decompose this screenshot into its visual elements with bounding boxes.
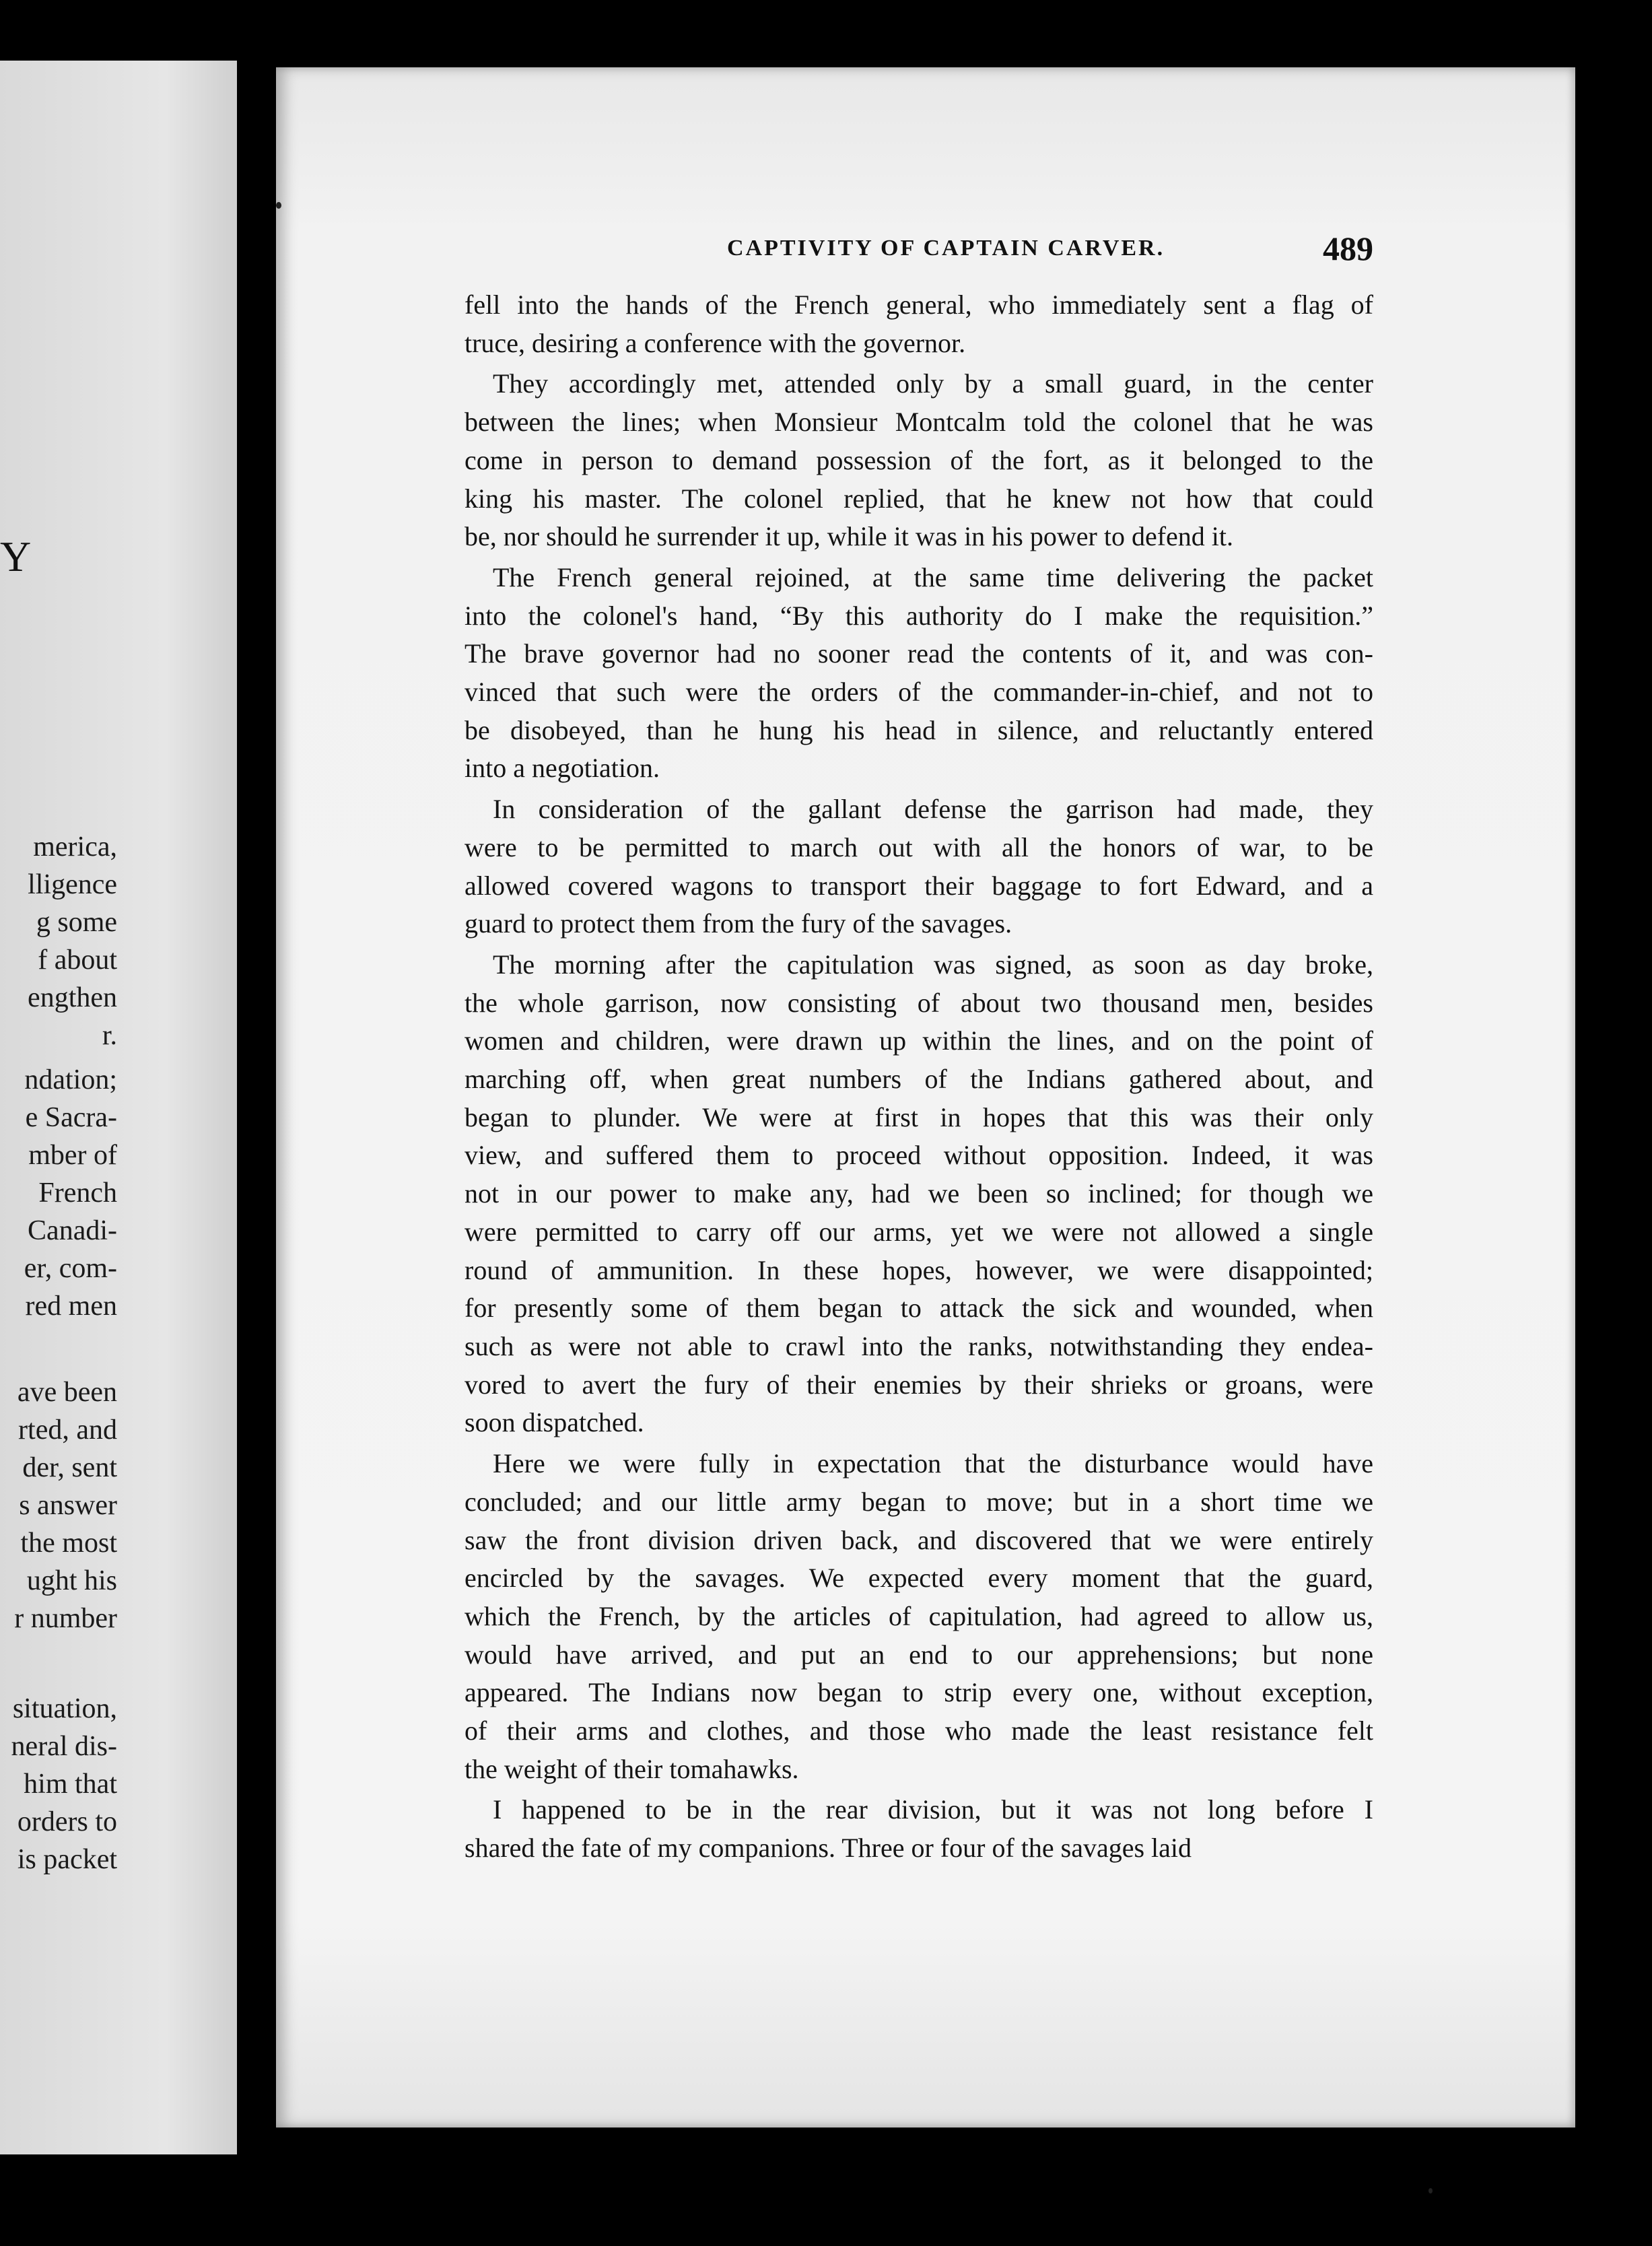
left-page-line: French [38,1178,117,1209]
left-page-line: ave been [17,1377,117,1408]
text-line: such as were not able to crawl into the ranks, notwithstanding they endea- [464,1330,1373,1361]
text-line: guard to protect them from the fury of the savages. [464,908,1012,939]
text-line: fell into the hands of the French general, who immediately sent a flag of [464,290,1373,320]
text-line: were permitted to carry off our arms, yet we were not allowed a single [464,1216,1373,1247]
text-line: of their arms and clothes, and those who made the least resistance felt [464,1715,1373,1746]
paragraph-gap [464,1868,1373,1870]
text-line: for presently some of them began to attack the sick and wounded, when [464,1293,1373,1324]
left-page-line: rted, and [18,1415,117,1445]
text-line: were to be permitted to march out with all the honors of war, to be [464,831,1373,862]
text-line: Here we were fully in expectation that the disturbance would have [493,1448,1373,1479]
left-page-line: the most [20,1528,117,1559]
text-line: would have arrived, and put an end to our apprehensions; but none [464,1639,1373,1670]
text-line: be, nor should he surrender it up, while it was in his power to defend it. [464,521,1233,552]
text-line: The morning after the capitulation was signed, as soon as day broke, [493,949,1373,980]
text-line: soon dispatched. [464,1407,644,1438]
text-line: truce, desiring a conference with the governor. [464,327,966,358]
text-line: the weight of their tomahawks. [464,1753,799,1784]
left-page-line: lligence [28,869,117,900]
text-line: began to plunder. We were at first in hopes that this was their only [464,1101,1373,1132]
text-line: allowed covered wagons to transport their baggage to fort Edward, and a [464,870,1373,901]
text-line: The French general rejoined, at the same time delivering the packet [493,562,1373,592]
text-line: In consideration of the gallant defense the garrison had made, they [493,794,1373,825]
left-page-line: is packet [17,1844,117,1875]
left-page-line: er, com- [24,1253,117,1284]
text-line: come in person to demand possession of the fort, as it belonged to the [464,444,1373,475]
text-line: round of ammunition. In these hopes, however, we were disappointed; [464,1254,1373,1285]
print-speck [276,202,281,209]
text-line: vinced that such were the orders of the commander-in-chief, and not to [464,677,1373,708]
left-page-line: Canadi- [28,1215,117,1246]
left-page-line: der, sent [22,1452,117,1483]
text-line: The brave governor had no sooner read the contents of it, and was con- [464,638,1373,669]
text-line: between the lines; when Monsieur Montcalm told the colonel that he was [464,407,1373,438]
text-line: view, and suffered them to proceed without opposition. Indeed, it was [464,1140,1373,1171]
left-page-line: him that [24,1769,117,1800]
print-speck [1429,2188,1433,2193]
text-line: the whole garrison, now consisting of about two thousand men, besides [464,987,1373,1018]
page-number: 489 [1323,230,1373,267]
left-page-line: merica, [33,831,117,862]
text-line: which the French, by the articles of capitulation, had agreed to allow us, [464,1600,1373,1631]
running-head: CAPTIVITY OF CAPTAIN CARVER. [727,236,1165,261]
left-page-heading-fragment: Y [0,533,32,580]
left-page-line: g some [36,907,117,938]
left-page-line: engthen [28,982,117,1013]
left-page-line: ndation; [24,1064,117,1095]
text-line: women and children, were drawn up within the lines, and on the point of [464,1025,1373,1056]
text-line: be disobeyed, than he hung his head in silence, and reluctantly entered [464,714,1373,745]
body-text [464,286,1373,1870]
text-line: into a negotiation. [464,753,660,784]
left-page-line: orders to [17,1806,117,1837]
text-line: encircled by the savages. We expected every moment that the guard, [464,1563,1373,1594]
text-line: saw the front division driven back, and discovered that we were entirely [464,1524,1373,1555]
left-page-line: situation, [12,1693,117,1724]
text-line: shared the fate of my companions. Three or four of the savages laid [464,1833,1192,1864]
left-page-line: r number [14,1603,117,1634]
left-page-line: mber of [28,1140,117,1171]
text-line: appeared. The Indians now began to strip every one, without exception, [464,1677,1373,1708]
text-line: king his master. The colonel replied, that he knew not how that could [464,483,1373,514]
text-line: concluded; and our little army began to move; but in a short time we [464,1486,1373,1517]
text-line: vored to avert the fury of their enemies by their shrieks or groans, were [464,1369,1373,1400]
left-page-line: r. [102,1020,117,1051]
text-line: I happened to be in the rear division, but it was not long before I [493,1794,1373,1825]
text-line: They accordingly met, attended only by a small guard, in the center [493,368,1373,399]
left-page-line: f about [38,945,117,976]
right-page [276,67,1575,2128]
left-page-fragment [0,61,237,2154]
left-page-line: s answer [19,1490,117,1521]
left-page-line: ught his [26,1565,117,1596]
text-line: not in our power to make any, had we been so inclined; for though we [464,1178,1373,1209]
left-page-line: neral dis- [11,1731,117,1762]
text-line: into the colonel's hand, “By this authority do I make the requisition.” [464,600,1373,631]
text-line: marching off, when great numbers of the Indians gathered about, and [464,1064,1373,1095]
left-page-line: e Sacra- [25,1102,117,1133]
left-page-line: red men [25,1291,117,1322]
